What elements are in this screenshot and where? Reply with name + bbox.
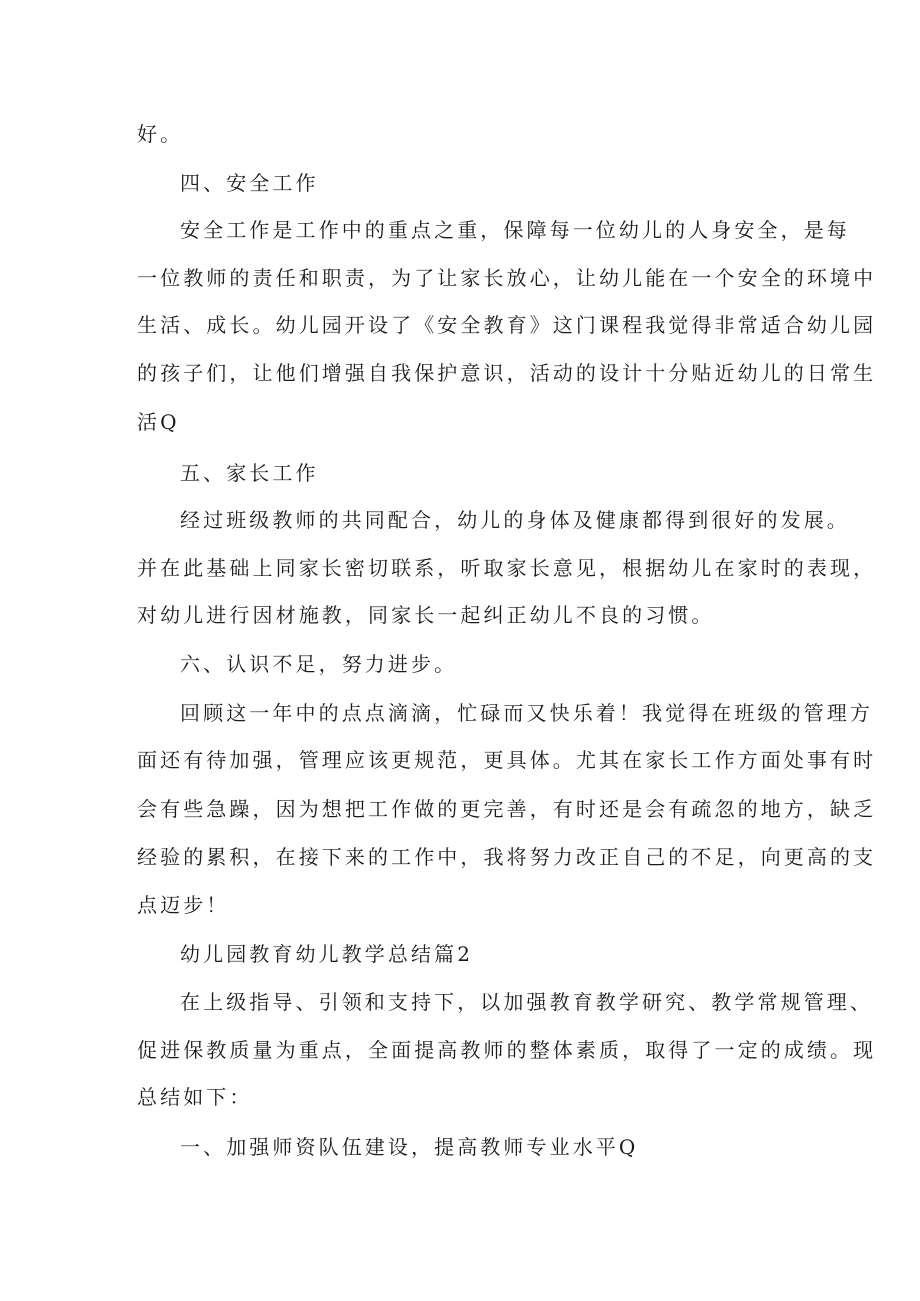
text-line-13: 回顾这一年中的点点滴滴，忙碌而又快乐着！我觉得在班级的管理方 xyxy=(180,701,873,725)
text-line-6: 的孩子们，让他们增强自我保护意识，活动的设计十分贴近幼儿的日常生 xyxy=(137,361,877,385)
text-line-19: 在上级指导、引领和支持下，以加强教育教学研究、教学常规管理、 xyxy=(180,990,873,1014)
text-line-5: 生活、成长。幼儿园开设了《安全教育》这门课程我觉得非常适合幼儿园 xyxy=(137,313,877,337)
text-line-9: 经过班级教师的共同配合，幼儿的身体及健康都得到很好的发展。 xyxy=(180,508,850,532)
text-line-15: 会有些急躁，因为想把工作做的更完善，有时还是会有疏忽的地方，缺乏 xyxy=(137,797,877,821)
text-line-1: 好。 xyxy=(137,122,184,146)
text-line-17: 点迈步！ xyxy=(137,893,230,917)
text-line-10: 并在此基础上同家长密切联系，听取家长意见，根据幼儿在家时的表现， xyxy=(137,556,877,580)
text-line-20: 促进保教质量为重点，全面提高教师的整体素质，取得了一定的成绩。现 xyxy=(137,1038,877,1062)
section-heading-safety: 四、安全工作 xyxy=(180,171,319,195)
text-line-3: 安全工作是工作中的重点之重，保障每一位幼儿的人身安全，是每 xyxy=(180,218,850,242)
section-heading-shortcomings: 六、认识不足，努力进步。 xyxy=(180,652,458,676)
text-line-7: 活Q xyxy=(137,410,180,434)
section-heading-teachers: 一、加强师资队伍建设，提高教师专业水平Q xyxy=(180,1135,639,1159)
section-heading-parents: 五、家长工作 xyxy=(180,461,319,485)
text-line-14: 面还有待加强，管理应该更规范，更具体。尤其在家长工作方面处事有时 xyxy=(137,748,877,772)
text-line-21: 总结如下： xyxy=(137,1085,253,1109)
text-line-4: 一位教师的责任和职责，为了让家长放心，让幼儿能在一个安全的环境中 xyxy=(137,266,877,290)
text-line-11: 对幼儿进行因材施教，同家长一起纠正幼儿不良的习惯。 xyxy=(137,603,715,627)
article-title-part2: 幼儿园教育幼儿教学总结篇2 xyxy=(180,942,474,966)
text-line-16: 经验的累积，在接下来的工作中，我将努力改正自己的不足，向更高的支 xyxy=(137,845,877,869)
